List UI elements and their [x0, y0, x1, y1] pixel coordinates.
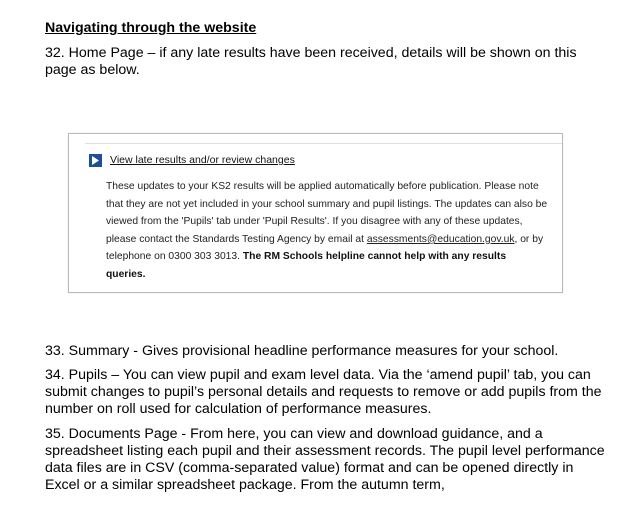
paragraph-34: 34. Pupils – You can view pupil and exam level data. Via the ‘amend pupil’ tab, you can submit changes to pupil’s personal details and requests to remove or add pupils from the number on roll used for calculation of performance measures.: [45, 367, 602, 417]
paragraph-32: 32. Home Page – if any late results have been received, details will be shown on this page as below.: [45, 45, 577, 78]
divider: [85, 143, 562, 144]
paragraph-33: 33. Summary - Gives provisional headline performance measures for your school.: [45, 343, 559, 359]
late-results-link[interactable]: View late results and/or review changes: [110, 154, 295, 166]
embedded-screenshot: [68, 133, 563, 293]
email-link[interactable]: assessments@education.gov.uk: [366, 233, 515, 245]
paragraph-35: 35. Documents Page - From here, you can view and download guidance, and a spreadsheet listing each pupil and their assessment records. The pupil level performance data files are in CSV (comma-separated value) format and can be opened directly in Excel or a similar spreadsheet package. From the autumn term,: [45, 426, 605, 493]
late-results-link-row[interactable]: [89, 153, 295, 167]
notice-text-2: , or by telephone on 0300 303 3013.: [106, 233, 544, 263]
notice-text-1: These updates to your KS2 results will be applied automatically before publication. Please note that they are not yet included in your school summary and pupil listings. The updates can also be viewed from the 'Pupils' tab under 'Pupil Results'. If you disagree with any of these updates, please contact the Standards Testing Agency by email at: [106, 181, 548, 245]
notice-bold-text: The RM Schools helpline cannot help with any results queries.: [106, 251, 507, 280]
late-results-notice: [106, 178, 548, 284]
play-arrow-icon: [89, 154, 102, 167]
section-heading: Navigating through the website: [45, 20, 257, 36]
